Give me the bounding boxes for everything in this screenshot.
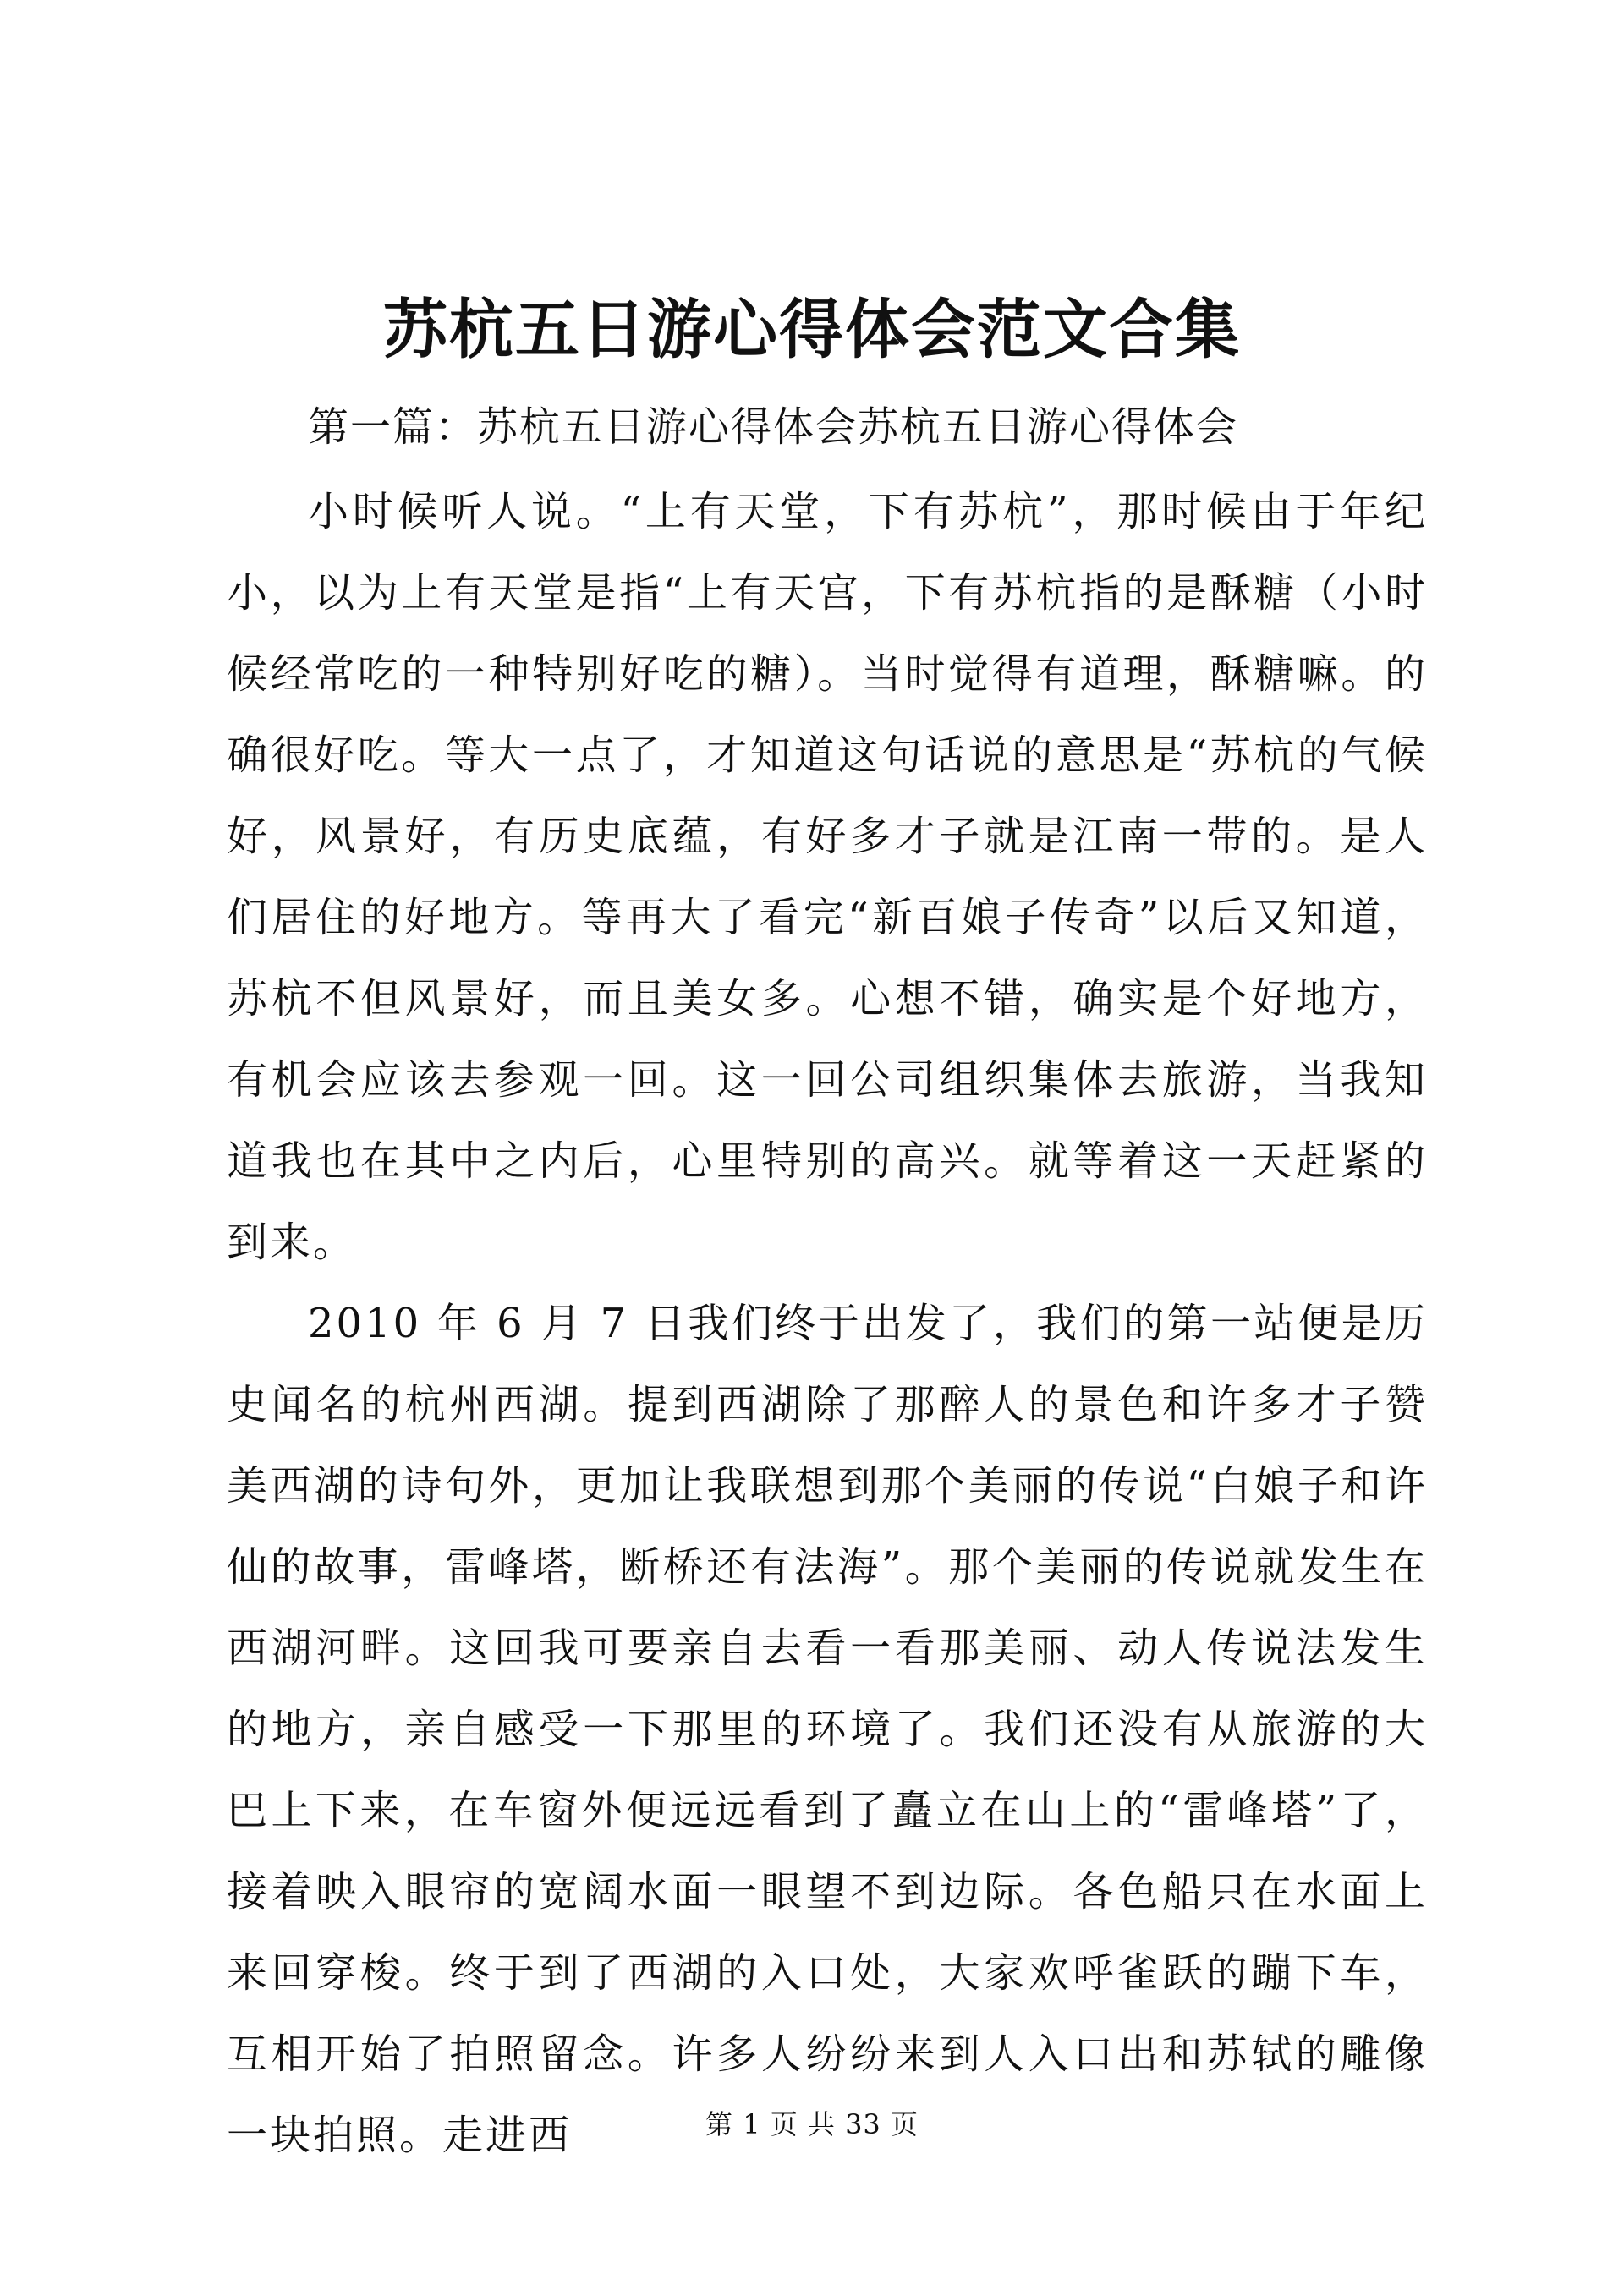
body-paragraph: 2010 年 6 月 7 日我们终于出发了，我们的第一站便是历史闻名的杭州西湖。提到西湖除了那醉人的景色和许多才子赞美西湖的诗句外，更加让我联想到那个美丽的传说“白娘子和许仙的故事，雷峰塔，断桥还有法海”。那个美丽的传说就发生在西湖河畔。这回我可要亲自去看一看那美丽、动人传说法发生的地方，亲自感受一下那里的环境了。我们还没有从旅游的大巴上下来，在车窗外便远远看到了矗立在山上的“雷峰塔”了，接着映入眼帘的宽阔水面一眼望不到边际。各色船只在水面上来回穿梭。终于到了西湖的入口处，大家欢呼雀跃的蹦下车，互相开始了拍照留念。许多人纷纷来到人入口出和苏轼的雕像一块拍照。走进西 (227, 1300, 1428, 2159)
document-title: 苏杭五日游心得体会范文合集 (383, 292, 1241, 367)
section-heading: 第一篇：苏杭五日游心得体会苏杭五日游心得体会 (308, 403, 1239, 451)
body-paragraph: 小时候听人说。“上有天堂，下有苏杭”，那时候由于年纪小，以为上有天堂是指“上有天宫，下有苏杭指的是酥糖（小时候经常吃的一种特别好吃的糖）。当时觉得有道理，酥糖嘛。的确很好吃。等大一点了，才知道这句话说的意思是“苏杭的气候好，风景好，有历史底蕴，有好多才子就是江南一带的。是人们居住的好地方。等再大了看完“新百娘子传奇”以后又知道，苏杭不但风景好，而且美女多。心想不错，确实是个好地方，有机会应该去参观一回。这一回公司组织集体去旅游，当我知道我也在其中之内后，心里特别的高兴。就等着这一天赶紧的到来。 (227, 488, 1428, 1266)
document-body (227, 393, 1428, 2176)
page-number-footer: 第 1 页 共 33 页 (705, 2108, 919, 2140)
